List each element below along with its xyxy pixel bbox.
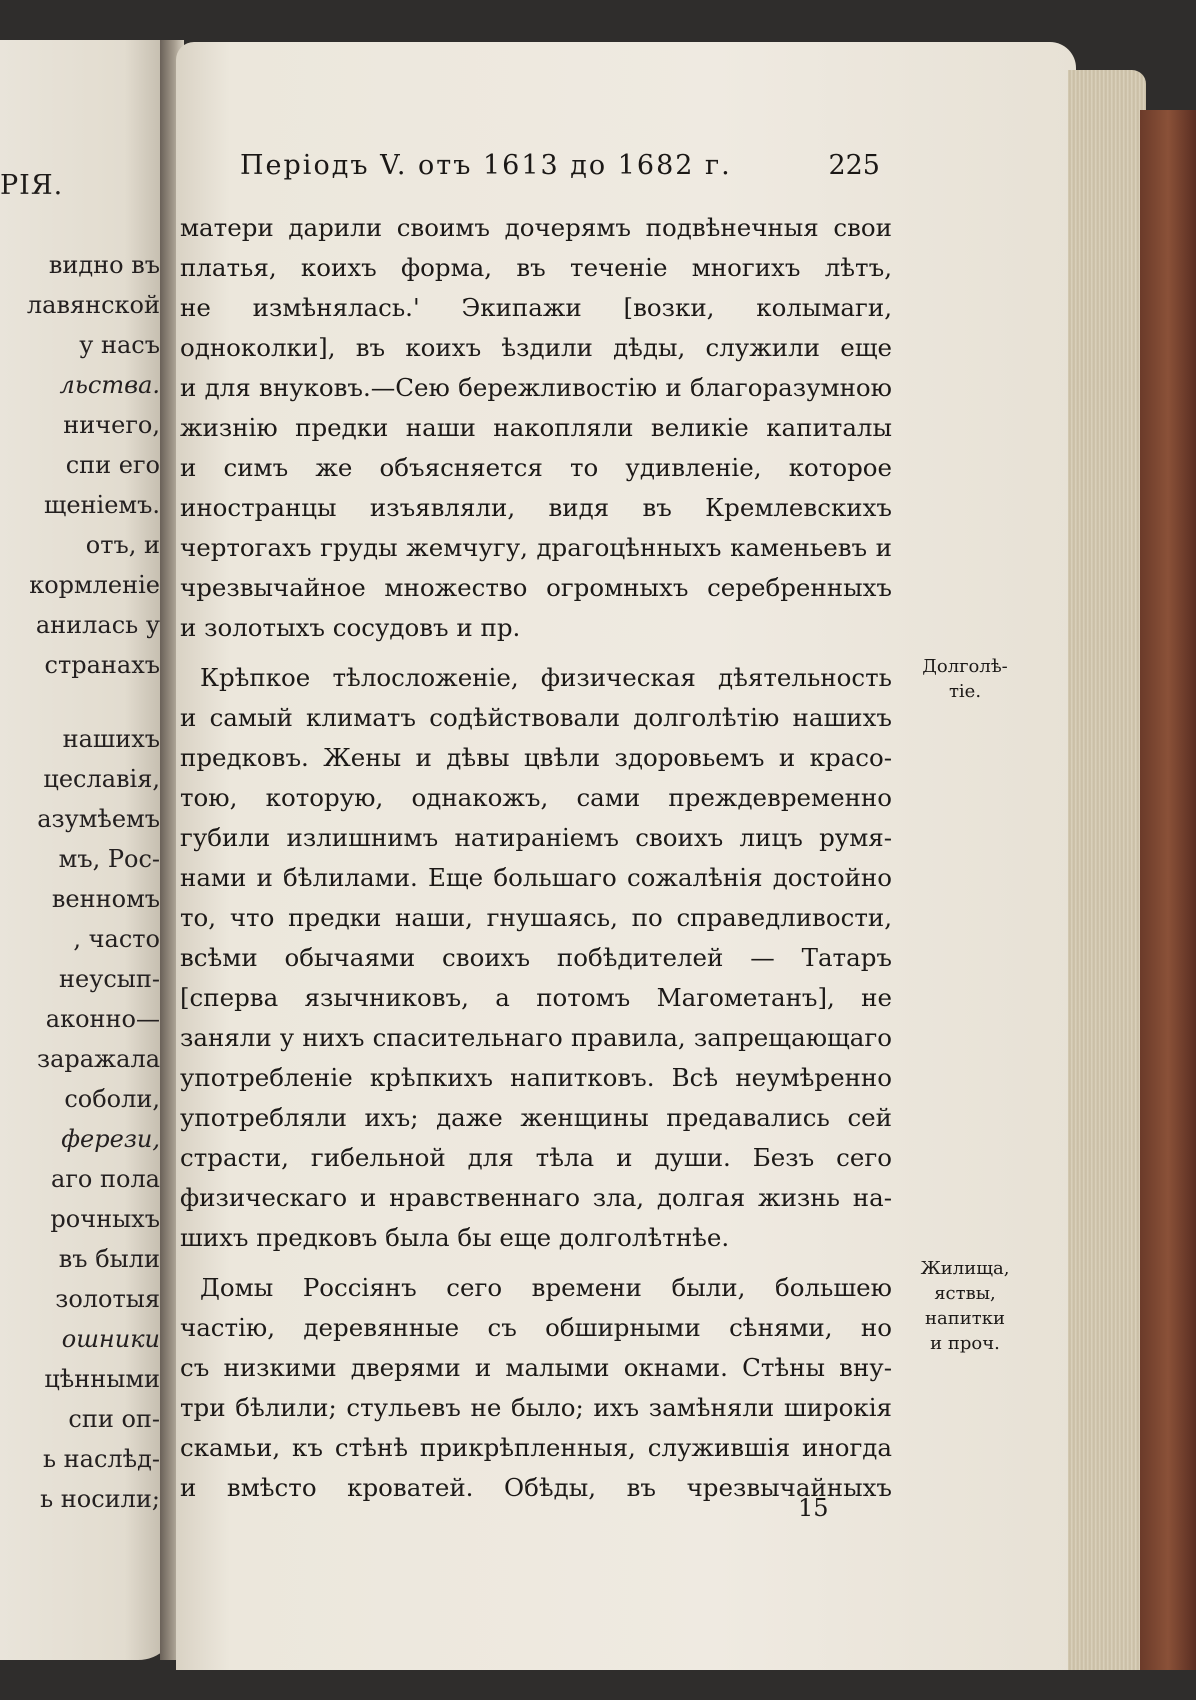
left-page-line: ошники (61, 1325, 160, 1353)
text-line: частію, деревянные съ обширными сѣнями, но (180, 1313, 892, 1342)
left-page-title: РІЯ. (0, 170, 64, 201)
margin-note-line: яствы, (934, 1283, 996, 1304)
signature-mark: 15 (798, 1494, 829, 1522)
paragraph-gap (180, 1258, 892, 1268)
book-cover-spine (1140, 110, 1196, 1670)
margin-note-line: Долголѣ- (922, 656, 1008, 677)
text-line: предковъ. Жены и дѣвы цвѣли здоровьемъ и красо- (180, 743, 892, 772)
left-page-line: кормленіе (29, 571, 160, 599)
text-line: и золотыхъ сосудовъ и пр. (180, 613, 521, 642)
text-line: матери дарили своимъ дочерямъ подвѣнечныя свои (180, 213, 892, 242)
paragraph-gap (180, 648, 892, 658)
left-page (0, 40, 178, 1660)
running-head: Періодъ V. отъ 1613 до 1682 г. (240, 150, 732, 181)
left-page-line: ферези, (61, 1125, 160, 1153)
left-page-line: въ были (58, 1245, 160, 1273)
left-page-line: спи оп- (68, 1405, 160, 1433)
paragraph (180, 1268, 892, 1508)
text-line: то, что предки наши, гнушаясь, по справедливости, (180, 903, 892, 932)
text-line: три бѣлили; стульевъ не было; ихъ замѣняли широкія (180, 1393, 892, 1422)
text-line: и самый климатъ содѣйствовали долголѣтію нашихъ (180, 703, 892, 732)
text-line: страсти, гибельной для тѣла и души. Безъ сего (180, 1143, 892, 1172)
page-header (240, 150, 890, 190)
text-line: скамьи, къ стѣнѣ прикрѣпленныя, служившія иногда (180, 1433, 892, 1462)
paragraph (180, 208, 892, 648)
left-page-line: спи его (65, 451, 160, 479)
left-page-line: заражала (36, 1045, 160, 1073)
margin-note-line: тіе. (948, 681, 982, 702)
paragraph (180, 658, 892, 1258)
body-text (180, 208, 892, 1508)
left-page-line: соболи, (64, 1085, 160, 1113)
text-line: употребляли ихъ; даже женщины предавались сей (180, 1103, 892, 1132)
left-page-line: щеніемъ. (44, 491, 160, 519)
text-line: заняли у нихъ спасительнаго правила, запрещающаго (180, 1023, 892, 1052)
text-line: не измѣнялась.' Экипажи [возки, колымаги, (180, 293, 892, 322)
text-line: Домы Россіянъ сего времени были, большею (200, 1273, 892, 1302)
text-line: всѣми обычаями своихъ побѣдителей — Татаръ (180, 943, 892, 972)
left-page-line: видно въ (48, 251, 160, 279)
left-page-line: странахъ (44, 651, 160, 679)
text-line: Крѣпкое тѣлосложеніе, физическая дѣятельность (200, 663, 892, 692)
text-line: физическаго и нравственнаго зла, долгая жизнь на- (180, 1183, 892, 1212)
text-line: жизнію предки наши накопляли великіе капиталы (180, 413, 892, 442)
page-edges (1068, 70, 1146, 1670)
left-page-text (0, 245, 160, 1519)
left-page-line (0, 685, 160, 719)
left-page-line: ь носили; (40, 1485, 160, 1513)
text-line: чертогахъ груды жемчугу, драгоцѣнныхъ каменьевъ и (180, 533, 892, 562)
margin-note-line: и проч. (930, 1333, 1000, 1354)
left-page-line: мъ, Рос- (58, 845, 160, 873)
left-page-line: аго пола (51, 1165, 160, 1193)
text-line: нами и бѣлилами. Еще большаго сожалѣнія достойно (180, 863, 892, 892)
text-line: употребленіе крѣпкихъ напитковъ. Всѣ неумѣренно (180, 1063, 892, 1092)
left-page-line: неусып- (59, 965, 160, 993)
left-page-line: льства. (59, 371, 160, 399)
left-page-line: анилась у (35, 611, 160, 639)
left-page-line: азумѣемъ (37, 805, 160, 833)
text-line: и симъ же объясняется то удивленіе, которое (180, 453, 892, 482)
left-page-line: нашихъ (62, 725, 160, 753)
text-line: чрезвычайное множество огромныхъ серебренныхъ (180, 573, 892, 602)
left-page-line: ь наслѣд- (42, 1445, 160, 1473)
left-page-line: цѣнными (44, 1365, 160, 1393)
left-page-line: венномъ (51, 885, 160, 913)
left-page-line: лавянской (26, 291, 160, 319)
left-page-line: золотыя (55, 1285, 160, 1313)
text-line: губили излишнимъ натираніемъ своихъ лицъ румя- (180, 823, 892, 852)
text-line: съ низкими дверями и малыми окнами. Стѣны вну- (180, 1353, 892, 1382)
margin-note-line: Жилища, (920, 1258, 1010, 1279)
text-line: шихъ предковъ была бы еще долголѣтнѣе. (180, 1223, 730, 1252)
text-line: [сперва язычниковъ, а потомъ Магометанъ], не (180, 983, 892, 1012)
margin-note-longevity (900, 654, 1030, 704)
text-line: иностранцы изъявляли, видя въ Кремлевскихъ (180, 493, 892, 522)
text-line: тою, которую, однакожъ, сами преждевременно (180, 783, 892, 812)
margin-note-dwellings (900, 1256, 1030, 1356)
left-page-line: ничего, (63, 411, 160, 439)
page-number: 225 (828, 150, 880, 181)
left-page-line: аконно— (45, 1005, 160, 1033)
left-page-line: цеславія, (43, 765, 160, 793)
left-page-line: , часто (73, 925, 160, 953)
text-line: и для внуковъ.—Сею бережливостію и благоразумною (180, 373, 892, 402)
left-page-line: рочныхъ (50, 1205, 160, 1233)
text-line: одноколки], въ коихъ ѣздили дѣды, служили еще (180, 333, 892, 362)
text-line: платья, коихъ форма, въ теченіе многихъ лѣтъ, (180, 253, 892, 282)
left-page-line: отъ, и (85, 531, 160, 559)
left-page-line: у насъ (79, 331, 160, 359)
margin-note-line: напитки (925, 1308, 1005, 1329)
text-line: и вмѣсто кроватей. Обѣды, въ чрезвычайныхъ (180, 1473, 892, 1502)
